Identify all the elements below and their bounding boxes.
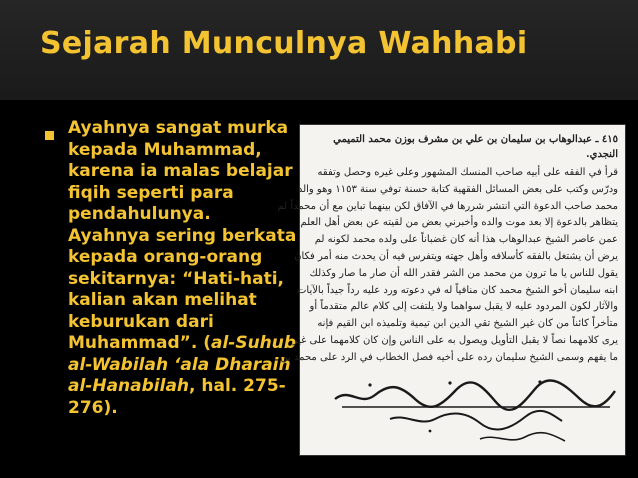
scan-text-line: قرأ في الفقه على أبيه صاحب المنسك المشهور وعلى غيره وحصل وتفقه <box>317 167 618 178</box>
scan-entry-sub: النجدي. <box>586 149 618 160</box>
body-line: al-Wabilah ‘ala Dharaih <box>68 354 291 375</box>
scan-text-line: ودرّس وكتب على بعض المسائل الفقهية كتابة حسنة توفي سنة ١١٥٣ وهو والد <box>297 183 618 195</box>
body-line: Muhammad”. (al-Suhub <box>68 333 297 353</box>
scan-text-line: ما يفهم وسمى الشيخ سليمان رده على أخيه فصل الخطاب في الرد على محمد بن <box>280 351 618 363</box>
scan-text-line: يرض أن يشتغل بالفقه كأسلافه وأهل جهته ويتفرس فيه أن يحدث منه أمر فكان <box>294 251 618 262</box>
scan-text-line: يرى كلامهما نصاً لا يقبل التأويل ويصول به على الناس وإن كان كلامهما على غير <box>292 335 618 346</box>
body-line: pendahulunya. <box>68 204 211 224</box>
body-line: kalian akan melihat <box>68 290 257 310</box>
body-line: karena ia malas belajar <box>68 161 293 181</box>
body-line: keburukan dari <box>68 311 214 332</box>
body-line: Ayahnya sering berkata <box>68 225 297 246</box>
body-line: Ayahnya sangat murka <box>68 118 289 138</box>
scan-text-line: والآثار لكون المردود عليه لا يقبل سواهما ولا يلتفت إلى كلام عالم متقدماً أو <box>309 301 618 313</box>
slide-body-text <box>68 118 300 419</box>
scanned-book-page-image <box>277 125 625 455</box>
title-bar <box>0 0 638 100</box>
body-line: fiqih seperti para <box>68 182 234 203</box>
scan-entry-heading: ٤١٥ ـ عبدالوهاب بن سليمان بن علي بن مشرف بوزن محمد التميمي <box>333 134 618 145</box>
scan-text-line: متأخراً كائناً من كان غير الشيخ تقي الدين ابن تيمية وتلميذه ابن القيم فإنه <box>317 318 618 330</box>
scan-text-line: يقول للناس يا ما ترون من محمد من الشر فقدر الله أن صار ما صار وكذلك <box>309 267 618 279</box>
body-line: kepada Muhammad, <box>68 139 262 160</box>
body-line: al-Hanabilah, hal. 275- <box>68 376 286 396</box>
body-line: sekitarnya: “Hati-hati, <box>68 268 285 289</box>
slide-title: Sejarah Munculnya Wahhabi <box>40 26 528 61</box>
calligraphy-signature-image <box>330 377 620 452</box>
body-line: 276). <box>68 397 118 418</box>
scan-text-line: عمن عاصر الشيخ عبدالوهاب هذا أنه كان غضباناً على ولده محمد لكونه لم <box>314 234 618 246</box>
body-line: kepada orang-orang <box>68 247 263 267</box>
scan-text-line: ابنه سليمان أخو الشيخ محمد كان منافياً له في دعوته ورد عليه رداً جيداً بالآيات <box>296 284 618 296</box>
scan-text-line: يتظاهر بالدعوة إلا بعد موت والده وأخبرني بعض من لقيته عن بعض أهل العلم <box>300 217 618 229</box>
bullet-square-icon <box>45 131 54 140</box>
scan-text-line: محمد صاحب الدعوة التي انتشر شررها في الآفاق لكن بينهما تباين مع أن محمداً لم <box>277 200 618 212</box>
